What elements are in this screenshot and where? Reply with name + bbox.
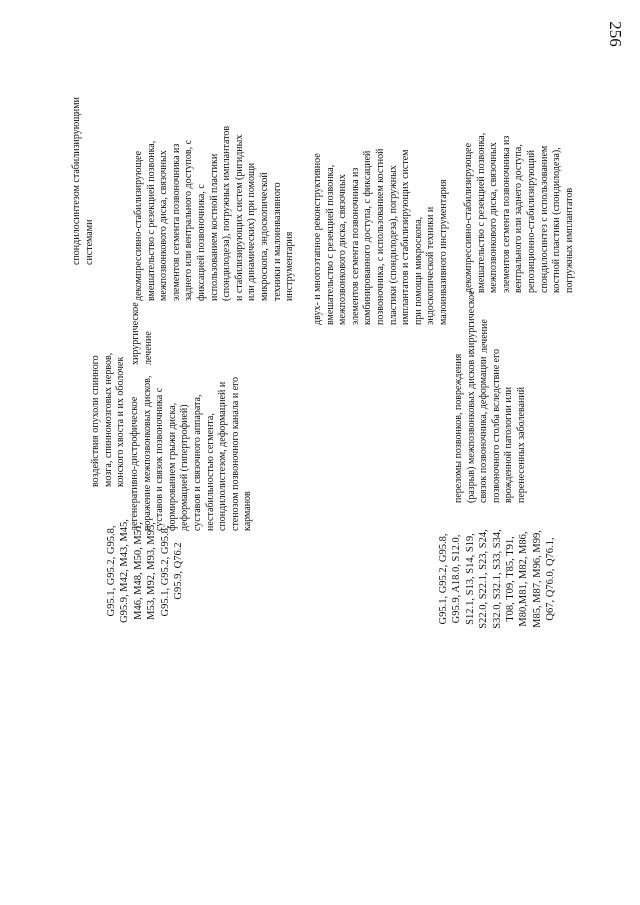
page-number: 256 — [606, 21, 625, 47]
row2-method-a: декомпрессивно-стабилизирующее вмешательство с резекцией позвонка, межпозвонкового диска, связочных элементов сегмента позвоночника из заднего или вентрального доступов, с фиксацией позвоночника, с использованием костной пластики (спондилодеза), погружных имплантатов и стабилизирующих систем (ригидных или динамических) при помощи микроскопа, эндоскопической техники и малоинвазивного инструментария — [133, 125, 296, 301]
row3-method: декомпрессивно-стабилизирующее вмешательство с резекцией позвонка, межпозвонкового диска, связочных элементов сегмента позвоночника из вентрального или заднего доступа, репозиционно-стабилизирующий спондилосинтез с использованием костной пластики (спондилодеза), погружных имплантатов — [463, 132, 575, 293]
row2-codes: G95.1, G95.2, G95.8, G95.9, M42, M43, M45, M46, M48, M50, M51, M53, M92, M93, M95, G95.1, G95.2, G95.8, G95.9, Q76.2 — [106, 519, 185, 623]
row3-codes: G95.1, G95.2, G95.8, G95.9, A18.0, S12.0, S12.1, S13, S14, S19, S22.0, S22.1, S23, S24, S32.0, S32.1, S33, S34, T08, T09, T85, T91, M80,M81, M82, M86, M85, M87, M96, M99, Q67, Q76.0, Q76.1, — [438, 529, 557, 629]
row2-treatment: хирургическое лечение — [130, 302, 154, 365]
row1-diagnosis-continuation: воздействия опухоли спинного мозга, спинномозговых нервов, конского хвоста и их оболочек — [90, 352, 127, 487]
row1-method-continuation: спондилосинтезом стабилизирующими системами — [71, 97, 95, 265]
row2-method-b: двух- и многоэтапное реконструктивное вмешательство с резекцией позвонка, межпозвонкового диска, связочных элементов сегмента позвоночника из комбинированного доступа, с фиксацией позвоночника, с использованием костной пластики (спондилодеза), погружных имплантатов и стабилизирующих систем при помощи микроскопа, эндоскопической техники и малоинвазивного инструментария — [312, 148, 449, 325]
row3-treatment: хирургическое лечение — [466, 290, 490, 353]
rotated-table — [55, 35, 575, 877]
row2-diagnosis: дегенеративно-дистрофическое поражение межпозвонковых дисков, суставов и связок позвоночника с формированием грыжи диска, деформацией (гипертрофией) суставов и связочного аппарата, нестабильностью сегмента, спондилолистезом, деформацией и стенозом позвоночного канала и его карманов — [129, 375, 254, 531]
rotated-page-content — [55, 35, 575, 877]
row3-diagnosis: переломы позвонков, повреждения (разрыв) межпозвонковых дисков и связок позвоночника, деформации позвоночного столба вследствие его врожденной патологии или перенесенных заболеваний — [453, 349, 527, 503]
